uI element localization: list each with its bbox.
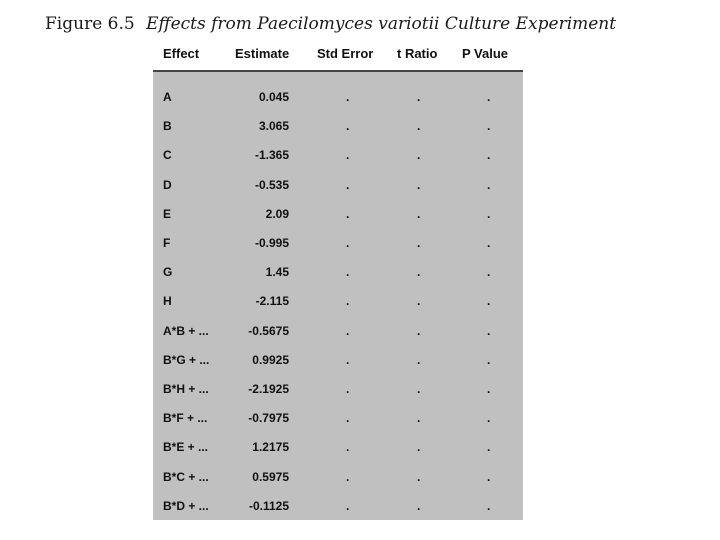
header-effect: Effect [163, 46, 200, 61]
cell-t-ratio: . [417, 90, 421, 104]
cell-p-value: . [487, 353, 491, 367]
cell-t-ratio: . [417, 178, 421, 192]
cell-effect: B*D + ... [163, 499, 209, 513]
cell-std-error: . [346, 411, 350, 425]
cell-t-ratio: . [417, 119, 421, 133]
cell-effect: A*B + ... [163, 324, 209, 338]
cell-t-ratio: . [417, 353, 421, 367]
cell-t-ratio: . [417, 440, 421, 454]
cell-estimate: -0.995 [254, 236, 289, 250]
cell-estimate: -2.115 [255, 294, 289, 308]
cell-p-value: . [487, 440, 491, 454]
cell-std-error: . [346, 440, 350, 454]
cell-t-ratio: . [417, 294, 421, 308]
cell-p-value: . [487, 148, 491, 162]
cell-effect: B [163, 119, 172, 133]
cell-std-error: . [346, 499, 350, 513]
cell-effect: F [163, 236, 171, 250]
cell-std-error: . [346, 148, 350, 162]
cell-estimate: 1.2175 [252, 440, 289, 454]
cell-t-ratio: . [417, 411, 421, 425]
cell-effect: B*E + ... [163, 440, 209, 454]
cell-std-error: . [346, 90, 350, 104]
cell-estimate: 3.065 [258, 119, 289, 133]
cell-effect: B*F + ... [163, 411, 208, 425]
cell-effect: A [163, 90, 172, 104]
cell-t-ratio: . [417, 265, 421, 279]
cell-t-ratio: . [417, 470, 421, 484]
cell-p-value: . [487, 411, 491, 425]
cell-t-ratio: . [417, 148, 421, 162]
cell-estimate: 0.5975 [252, 470, 289, 484]
cell-p-value: . [487, 382, 491, 396]
cell-std-error: . [346, 353, 350, 367]
cell-estimate: -2.1925 [248, 382, 289, 396]
cell-estimate: 1.45 [265, 265, 289, 279]
cell-p-value: . [487, 265, 491, 279]
cell-effect: B*G + ... [163, 353, 210, 367]
header-p-value: P Value [462, 46, 509, 61]
cell-p-value: . [487, 236, 491, 250]
cell-estimate: 0.045 [258, 90, 289, 104]
cell-t-ratio: . [417, 324, 421, 338]
header-t-ratio: t Ratio [397, 46, 438, 61]
cell-estimate: -1.365 [254, 148, 289, 162]
cell-p-value: . [487, 324, 491, 338]
cell-std-error: . [346, 324, 350, 338]
cell-t-ratio: . [417, 236, 421, 250]
cell-effect: G [163, 265, 173, 279]
cell-estimate: 0.9925 [252, 353, 289, 367]
cell-std-error: . [346, 207, 350, 221]
cell-estimate: 2.09 [265, 207, 289, 221]
cell-effect: D [163, 178, 172, 192]
cell-t-ratio: . [417, 207, 421, 221]
cell-std-error: . [346, 382, 350, 396]
figure-title: Effects from Paecilomyces variotii Culture Experiment [146, 14, 617, 34]
figure-caption [45, 14, 616, 34]
cell-t-ratio: . [417, 382, 421, 396]
cell-estimate: -0.535 [254, 178, 289, 192]
table-header [153, 44, 523, 70]
header-divider [153, 70, 523, 72]
cell-std-error: . [346, 294, 350, 308]
cell-std-error: . [346, 236, 350, 250]
cell-p-value: . [487, 470, 491, 484]
cell-p-value: . [487, 499, 491, 513]
cell-effect: E [163, 207, 172, 221]
effects-table [153, 44, 523, 520]
figure-label: Figure 6.5 [45, 14, 135, 34]
cell-p-value: . [487, 178, 491, 192]
cell-std-error: . [346, 265, 350, 279]
cell-estimate: -0.7975 [248, 411, 289, 425]
cell-effect: B*C + ... [163, 470, 209, 484]
cell-effect: B*H + ... [163, 382, 209, 396]
cell-std-error: . [346, 178, 350, 192]
cell-t-ratio: . [417, 499, 421, 513]
cell-estimate: -0.5675 [248, 324, 289, 338]
cell-p-value: . [487, 207, 491, 221]
cell-effect: H [163, 294, 172, 308]
cell-p-value: . [487, 119, 491, 133]
cell-estimate: -0.1125 [248, 499, 289, 513]
header-std-error: Std Error [317, 46, 374, 61]
cell-p-value: . [487, 90, 491, 104]
cell-effect: C [163, 148, 172, 162]
cell-std-error: . [346, 119, 350, 133]
header-estimate: Estimate [235, 46, 290, 61]
cell-std-error: . [346, 470, 350, 484]
cell-p-value: . [487, 294, 491, 308]
